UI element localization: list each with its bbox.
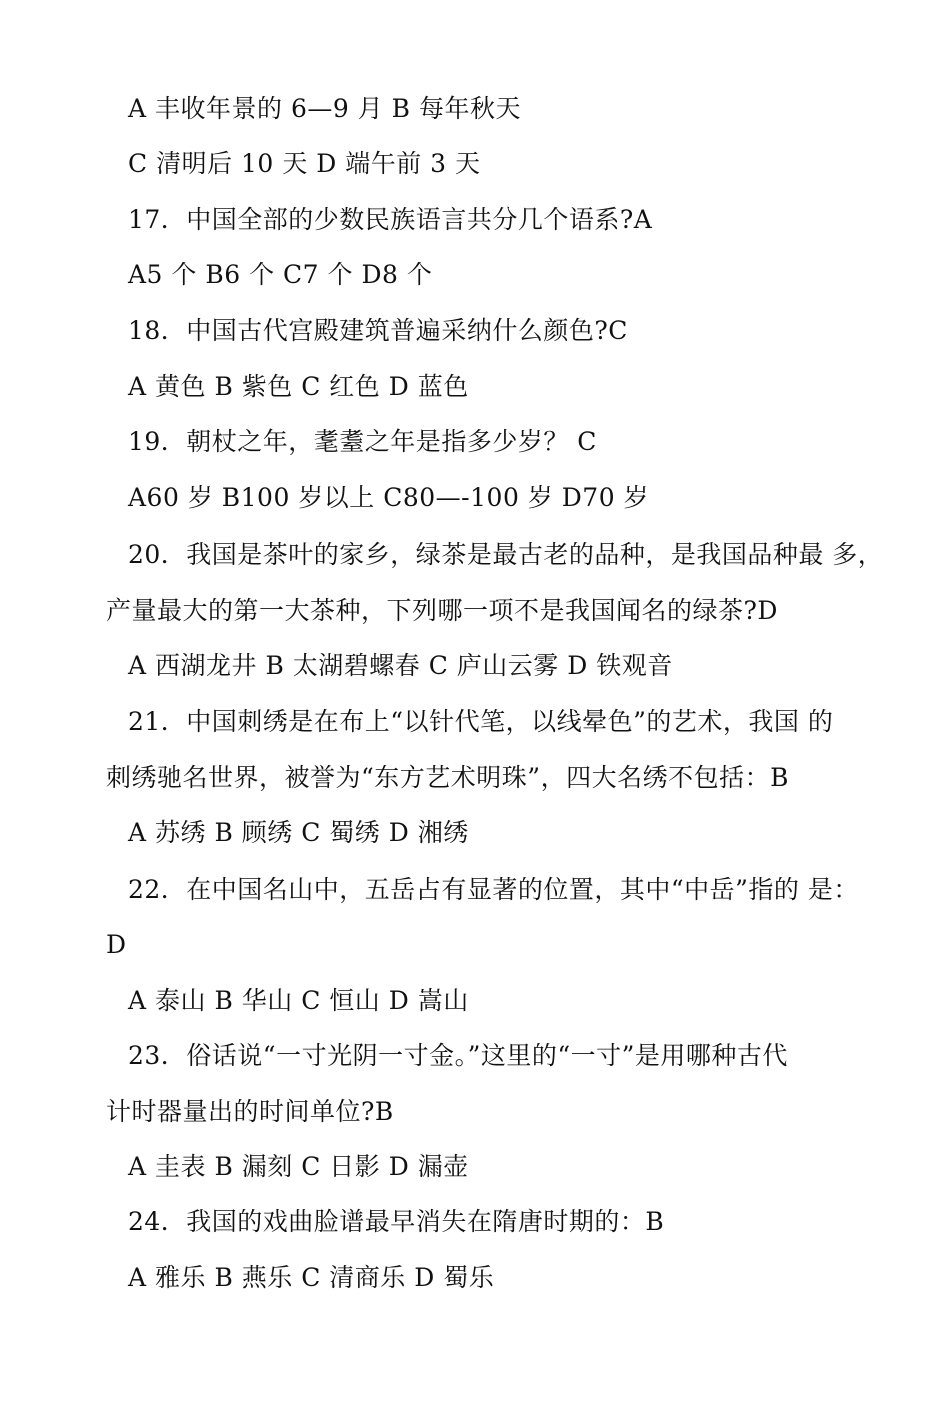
option-line-16b: C 清明后 10 天 D 端午前 3 天 (128, 149, 481, 178)
question-21-line-2: 刺绣驰名世界，被誉为“东方艺术明珠”，四大名绣不包括：B (106, 763, 789, 792)
question-23-line-1: 23．俗话说“一寸光阴一寸金。”这里的“一寸”是用哪种古代 (128, 1041, 788, 1070)
question-17: 17．中国全部的少数民族语言共分几个语系?A (128, 205, 653, 234)
option-line-22: A 泰山 B 华山 C 恒山 D 嵩山 (128, 986, 469, 1015)
question-22-line-1: 22．在中国名山中，五岳占有显著的位置，其中“中岳”指的 是： (128, 875, 859, 904)
question-24: 24．我国的戏曲脸谱最早消失在隋唐时期的：B (128, 1207, 665, 1236)
question-19: 19．朝杖之年，耄耋之年是指多少岁？ C (128, 427, 597, 456)
option-line-18: A 黄色 B 紫色 C 红色 D 蓝色 (128, 372, 469, 401)
option-line-24: A 雅乐 B 燕乐 C 清商乐 D 蜀乐 (128, 1263, 495, 1292)
question-21-line-1: 21．中国刺绣是在布上“以针代笔，以线晕色”的艺术，我国 的 (128, 707, 834, 736)
question-18: 18．中国古代宫殿建筑普遍采纳什么颜色?C (128, 316, 628, 345)
option-line-21: A 苏绣 B 顾绣 C 蜀绣 D 湘绣 (128, 818, 469, 847)
option-line-19: A60 岁 B100 岁以上 C80—-100 岁 D70 岁 (128, 483, 650, 512)
question-20-line-1: 20．我国是茶叶的家乡，绿茶是最古老的品种，是我国品种最 多， (128, 540, 884, 569)
option-line-23: A 圭表 B 漏刻 C 日影 D 漏壶 (128, 1152, 469, 1181)
question-23-line-2: 计时器量出的时间单位?B (106, 1097, 394, 1126)
option-line-20: A 西湖龙井 B 太湖碧螺春 C 庐山云雾 D 铁观音 (128, 651, 673, 680)
option-line-16: A 丰收年景的 6—9 月 B 每年秋天 (128, 94, 521, 123)
question-22-line-2: D (106, 930, 127, 959)
option-line-17: A5 个 B6 个 C7 个 D8 个 (128, 260, 433, 289)
question-20-line-2: 产量最大的第一大茶种，下列哪一项不是我国闻名的绿茶?D (106, 596, 778, 625)
